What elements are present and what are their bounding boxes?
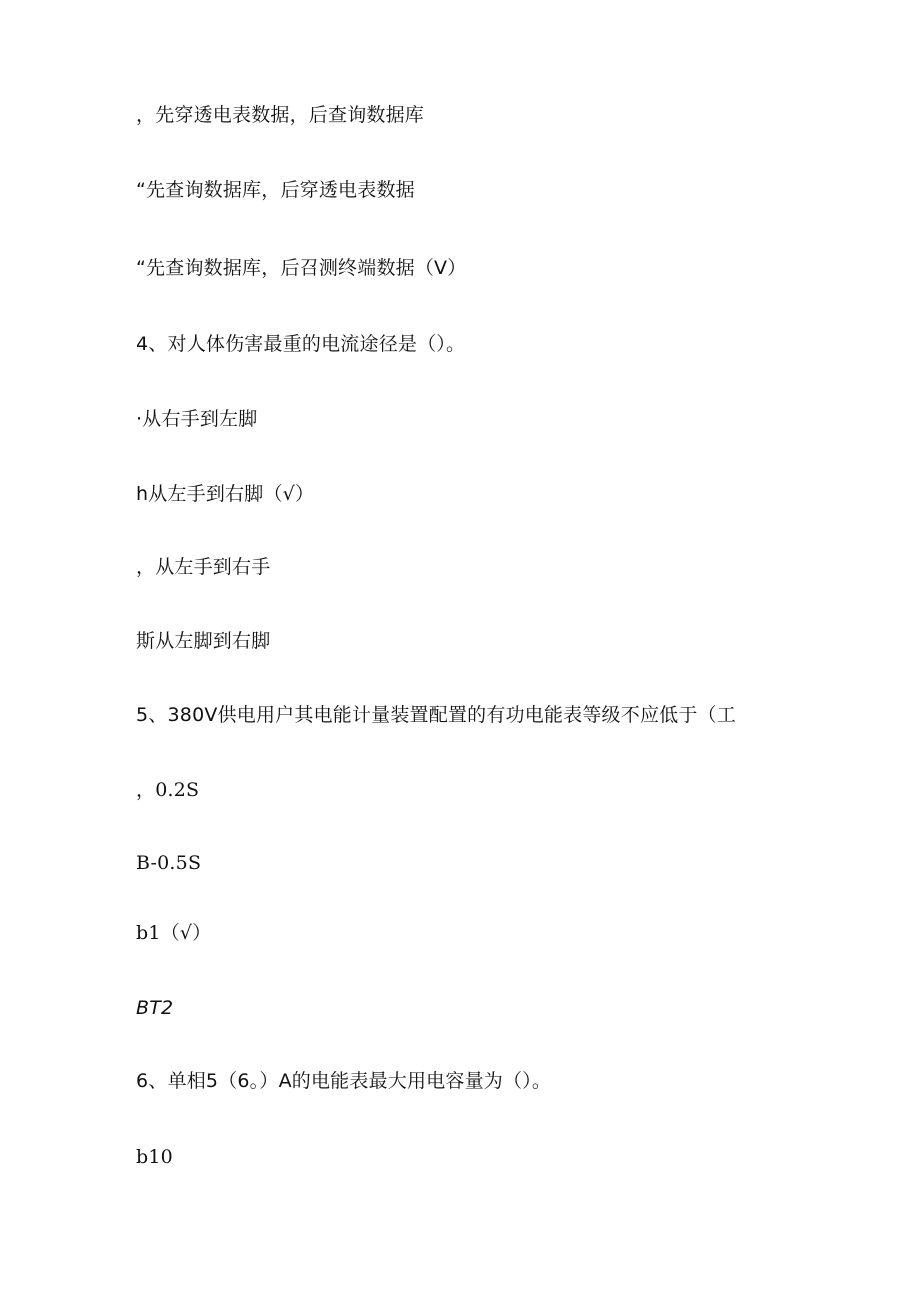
option-line-answer: h从左手到右脚（√） [136, 483, 315, 505]
option-line: 斯从左脚到右脚 [136, 630, 271, 652]
question-4: 4、对人体伤害最重的电流途径是（）。 [136, 333, 466, 355]
option-line: b10 [136, 1146, 173, 1168]
option-line: ·从右手到左脚 [136, 408, 258, 430]
option-line: ，从左手到右手 [136, 556, 271, 578]
option-line: ，先穿透电表数据，后查询数据库 [136, 104, 425, 126]
option-line: BT2 [136, 997, 174, 1019]
option-line-answer: b1（√） [136, 922, 212, 944]
option-line-answer: “先查询数据库，后召测终端数据（V） [136, 257, 467, 279]
question-5: 5、380V供电用户其电能计量装置配置的有功电能表等级不应低于（工 [136, 704, 736, 726]
option-line: “先查询数据库，后穿透电表数据 [136, 179, 415, 201]
option-line: ，0.2S [136, 779, 200, 801]
option-line: B-0.5S [136, 852, 202, 874]
question-6: 6、单相5（6。）A的电能表最大用电容量为（）。 [136, 1070, 552, 1092]
